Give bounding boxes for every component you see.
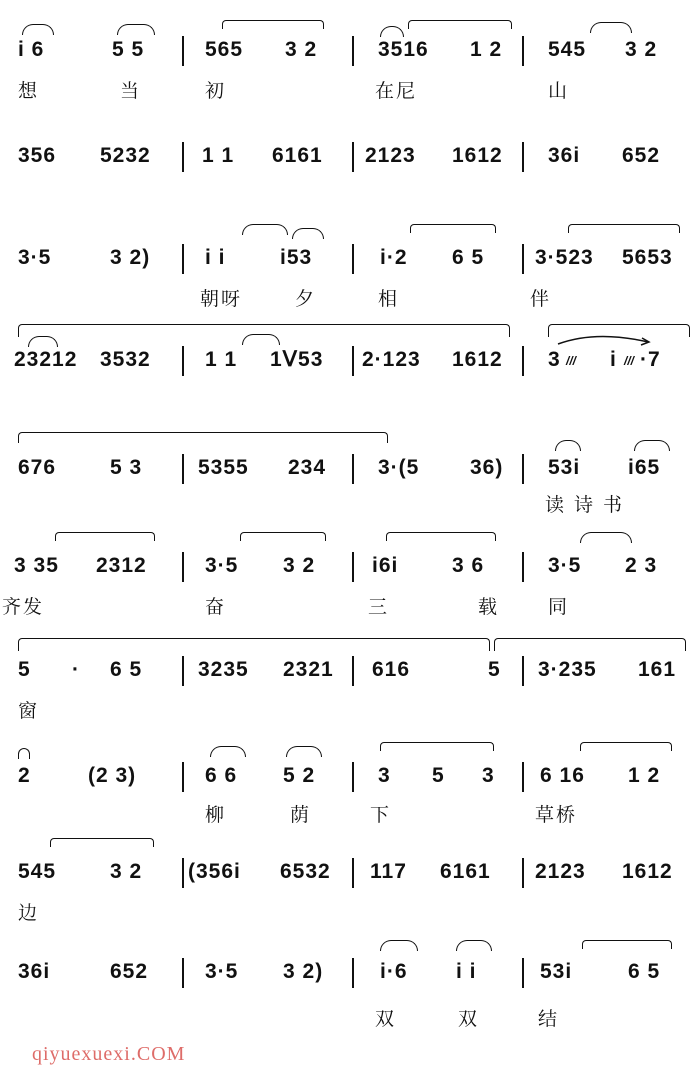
note-group: 1 2: [628, 764, 661, 787]
score-row-2: [0, 108, 700, 216]
note-group: 3·(5: [378, 456, 420, 479]
note-group: 3·5: [205, 554, 239, 577]
note-group: 2123: [365, 144, 416, 167]
lyric: 双: [458, 1008, 480, 1030]
note-group: 652: [622, 144, 661, 167]
note-group: 3 2): [283, 960, 324, 983]
note-group: 545: [18, 860, 57, 883]
note-group: 5 2: [283, 764, 316, 787]
note-group: 6 5: [110, 658, 143, 681]
note-group: 1612: [622, 860, 673, 883]
note-group: 36i: [548, 144, 581, 167]
note-group: 1612: [452, 144, 503, 167]
note-group: 117: [370, 860, 407, 883]
note-group: i i: [456, 960, 477, 983]
lyric: 奋: [205, 596, 227, 618]
score-row-8: [0, 756, 700, 864]
note-group: 5: [432, 764, 445, 787]
note-group: 6 5: [628, 960, 661, 983]
note-group: 234: [288, 456, 327, 479]
lyric: 窗: [18, 700, 40, 722]
lyric: 双: [375, 1008, 397, 1030]
lyric: 朝呀: [200, 288, 243, 310]
note-group: 3 2: [285, 38, 318, 61]
note-group: 3: [548, 348, 561, 371]
note-group: (2 3): [88, 764, 137, 787]
note-group: 1 2: [470, 38, 503, 61]
note-group: 3 6: [452, 554, 485, 577]
note-group: 3 2): [110, 246, 151, 269]
note-group: 2312: [96, 554, 147, 577]
note-group: 3·235: [538, 658, 597, 681]
note-group: 53i: [548, 456, 581, 479]
note-group: 3·5: [18, 246, 52, 269]
note-group: 3532: [100, 348, 151, 371]
lyric: 山: [548, 80, 570, 102]
lyric: 下: [370, 804, 392, 826]
note-group: 1 1: [205, 348, 238, 371]
score-row-1: [0, 0, 700, 108]
lyric: 当: [120, 80, 142, 102]
note-group: 5 3: [110, 456, 143, 479]
note-group: 2: [18, 764, 31, 787]
lyric: 柳: [205, 804, 227, 826]
note-group: 5 5: [112, 38, 145, 61]
note-group: 6 5: [452, 246, 485, 269]
score-row-9: [0, 860, 700, 972]
score-row-3: [0, 216, 700, 324]
lyric: 边: [18, 902, 40, 924]
note-group: 2123: [535, 860, 586, 883]
note-group: 2 3: [625, 554, 658, 577]
note-group: 616: [372, 658, 411, 681]
lyric: 三: [368, 596, 390, 618]
lyric: 相: [378, 288, 400, 310]
note-group: 53i: [540, 960, 573, 983]
note-group: i6i: [372, 554, 399, 577]
note-group: 1 1: [202, 144, 235, 167]
note-group: i·2: [380, 246, 408, 269]
lyric: 结: [538, 1008, 560, 1030]
note-group: i65: [628, 456, 661, 479]
note-group: 3 2: [110, 860, 143, 883]
note-group: 3·523: [535, 246, 594, 269]
note-group: ·7: [640, 348, 661, 371]
note-group: 6 6: [205, 764, 238, 787]
lyric: 齐发: [2, 596, 45, 618]
note-group: 5: [18, 658, 31, 681]
score-row-5: [0, 432, 700, 540]
note-group: 676: [18, 456, 57, 479]
note-group: 2321: [283, 658, 334, 681]
score-row-4: 23212 3532 1 1 1ᐯ53 2·123 1612 3 /// i /// ·7: [0, 324, 700, 432]
note-group: 5: [488, 658, 501, 681]
lyric: 初: [205, 80, 227, 102]
note-group: 3·5: [548, 554, 582, 577]
note-group: 6532: [280, 860, 331, 883]
note-group: 161: [638, 658, 677, 681]
note-group: 652: [110, 960, 149, 983]
note-group: 3 2: [283, 554, 316, 577]
note-group: 2·123: [362, 348, 421, 371]
score-row-7: [0, 648, 700, 756]
note-group: i53: [280, 246, 313, 269]
note-group: 1612: [452, 348, 503, 371]
note-group: i 6: [18, 38, 45, 61]
note-group: 3516: [378, 38, 429, 61]
note-group: 545: [548, 38, 587, 61]
lyric: 同: [548, 596, 570, 618]
lyric: 荫: [290, 804, 312, 826]
lyric: 读诗书: [545, 494, 633, 516]
note-group: 3: [378, 764, 391, 787]
lyric: 在尼: [375, 80, 418, 102]
note-group: 6161: [440, 860, 491, 883]
note-group: i·6: [380, 960, 408, 983]
note-group: ·: [72, 658, 80, 681]
note-group: 565: [205, 38, 244, 61]
note-group: (356i: [188, 860, 241, 883]
note-group: 5232: [100, 144, 151, 167]
note-group: 3 35: [14, 554, 59, 577]
note-group: 36i: [18, 960, 51, 983]
score-row-6: [0, 540, 700, 648]
note-group: 6161: [272, 144, 323, 167]
note-group: 23212: [14, 348, 78, 371]
note-group: 36): [470, 456, 504, 479]
note-group: 1ᐯ53: [270, 348, 324, 371]
note-group: i i: [205, 246, 226, 269]
note-group: 5355: [198, 456, 249, 479]
note-group: 3 2: [625, 38, 658, 61]
site-watermark: qiyuexuexi.COM: [32, 1043, 186, 1065]
lyric: 草桥: [535, 804, 578, 826]
note-group: 3: [482, 764, 495, 787]
lyric: 载: [478, 596, 500, 618]
note-group: i: [610, 348, 617, 371]
lyric: 夕: [295, 288, 317, 310]
note-group: 356: [18, 144, 57, 167]
note-group: 3235: [198, 658, 249, 681]
note-group: 6 16: [540, 764, 585, 787]
note-group: 5653: [622, 246, 673, 269]
lyric: 伴: [530, 288, 552, 310]
note-group: 3·5: [205, 960, 239, 983]
lyric: 想: [18, 80, 40, 102]
